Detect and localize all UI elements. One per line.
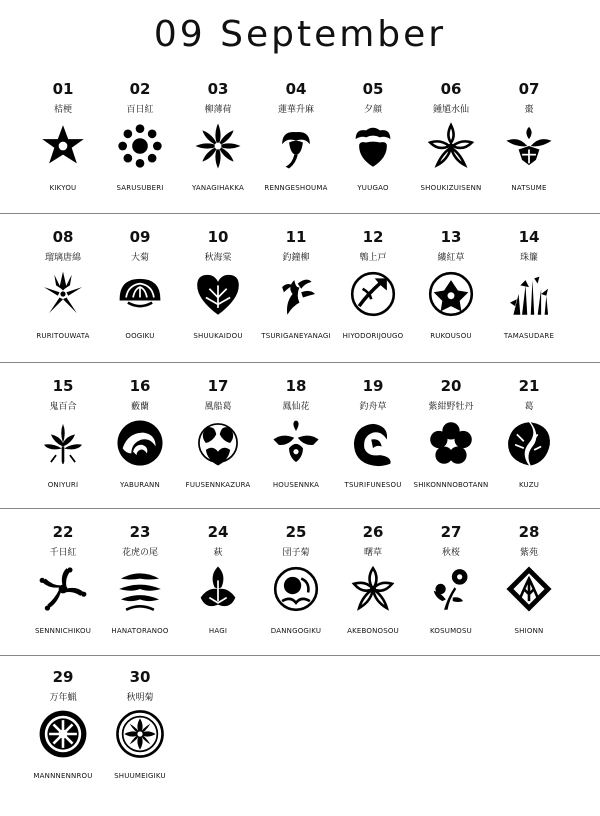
obedient-plant-crest-icon — [114, 563, 166, 615]
day-number: 23 — [129, 523, 151, 541]
crest-cell — [176, 523, 260, 671]
balsam-crest-icon — [270, 417, 322, 469]
flower-name-romaji: SHIONN — [514, 627, 544, 635]
flower-name-romaji: SARUSUBERI — [116, 184, 164, 192]
flower-name-romaji: OOGIKU — [125, 332, 155, 340]
day-number: 29 — [52, 668, 74, 686]
crest-cell — [409, 80, 493, 228]
flower-name-japanese: 釣舟草 — [359, 402, 387, 412]
cosmos-crest-icon — [425, 563, 477, 615]
flower-name-japanese: 鳳仙花 — [282, 402, 310, 412]
crest-cell — [487, 228, 571, 376]
flower-name-romaji: TSURIFUNESOU — [344, 481, 402, 489]
crest-cell — [98, 80, 182, 228]
day-number: 30 — [129, 668, 151, 686]
crest-cell — [21, 668, 105, 816]
day-number: 13 — [440, 228, 462, 246]
jujube-crest-icon — [503, 120, 555, 172]
crest-cell — [487, 523, 571, 671]
day-number: 28 — [518, 523, 540, 541]
flower-name-romaji: HOUSENNKA — [272, 481, 320, 489]
aster-crest-icon — [503, 563, 555, 615]
day-number: 10 — [207, 228, 229, 246]
flower-name-japanese: 秋桜 — [441, 548, 460, 558]
flower-name-japanese: 鬼百合 — [49, 402, 77, 412]
flower-name-romaji: YANAGIHAKKA — [191, 184, 244, 192]
crest-cell — [254, 523, 338, 671]
flower-name-japanese: 花虎の尾 — [121, 548, 158, 558]
flower-name-japanese: 紫紺野牡丹 — [428, 402, 474, 412]
crest-cell — [98, 377, 182, 525]
day-number: 06 — [440, 80, 462, 98]
nightshade-crest-icon — [347, 268, 399, 320]
crest-cell — [176, 228, 260, 376]
crest-cell — [409, 377, 493, 525]
flower-name-japanese: 秋海棠 — [204, 253, 232, 263]
flower-name-romaji: SHIKONNNOBOTANN — [413, 481, 489, 489]
flower-name-romaji: SHUUKAIDOU — [193, 332, 243, 340]
flower-name-romaji: RURITOUWATA — [36, 332, 90, 340]
flower-name-romaji: FUUSENNKAZURA — [185, 481, 251, 489]
crest-cell — [21, 80, 105, 228]
flower-name-romaji: YABURANN — [120, 481, 160, 489]
crest-cell — [254, 80, 338, 228]
flower-name-japanese: 珠簾 — [519, 253, 538, 263]
day-number: 25 — [285, 523, 307, 541]
crest-cell — [176, 377, 260, 525]
flower-name-japanese: 鵯上戸 — [359, 253, 387, 263]
flower-name-romaji: TAMASUDARE — [503, 332, 555, 340]
crest-cell — [331, 523, 415, 671]
flower-name-romaji: RENNGESHOUMA — [264, 184, 328, 192]
crest-row — [0, 228, 600, 376]
flower-name-japanese: 蓮華升麻 — [277, 105, 314, 115]
day-number: 04 — [285, 80, 307, 98]
flower-name-japanese: 縷紅草 — [437, 253, 465, 263]
crest-row — [0, 523, 600, 671]
flower-name-japanese: 桔梗 — [53, 105, 72, 115]
crest-row — [0, 377, 600, 525]
begonia-crest-icon — [192, 268, 244, 320]
spider-lily-crest-icon — [425, 120, 477, 172]
day-number: 21 — [518, 377, 540, 395]
crest-row — [0, 668, 600, 816]
flower-name-japanese: 曙草 — [363, 548, 382, 558]
globe-amaranth-crest-icon — [37, 563, 89, 615]
bellflower-crest-icon — [37, 120, 89, 172]
flower-name-romaji: SENNNICHIKOU — [34, 627, 92, 635]
day-number: 18 — [285, 377, 307, 395]
day-number: 05 — [362, 80, 384, 98]
touch-me-not-crest-icon — [347, 417, 399, 469]
flower-name-romaji: RUKOUSOU — [430, 332, 472, 340]
swertia-crest-icon — [347, 563, 399, 615]
flower-name-romaji: KOSUMOSU — [429, 627, 472, 635]
flower-name-romaji: ONIYURI — [47, 481, 79, 489]
crest-cell — [254, 228, 338, 376]
crest-cell — [98, 668, 182, 816]
hyssop-crest-icon — [192, 120, 244, 172]
flower-name-japanese: 百日紅 — [126, 105, 154, 115]
everlasting-crest-icon — [37, 708, 89, 760]
day-number: 03 — [207, 80, 229, 98]
day-number: 12 — [362, 228, 384, 246]
flower-name-romaji: AKEBONOSOU — [347, 627, 399, 635]
penstemon-crest-icon — [270, 268, 322, 320]
flower-name-japanese: 柳薄荷 — [204, 105, 232, 115]
day-number: 26 — [362, 523, 384, 541]
day-number: 11 — [285, 228, 307, 246]
crest-cell — [331, 377, 415, 525]
flower-name-japanese: 秋明菊 — [126, 693, 154, 703]
day-number: 17 — [207, 377, 229, 395]
flower-name-japanese: 千日紅 — [49, 548, 77, 558]
crest-cell — [487, 377, 571, 525]
flower-name-romaji: MANNNENNROU — [33, 772, 93, 780]
crest-cell — [331, 228, 415, 376]
crest-cell — [254, 377, 338, 525]
day-number: 24 — [207, 523, 229, 541]
flower-name-japanese: 葛 — [524, 402, 534, 412]
cypress-vine-crest-icon — [425, 268, 477, 320]
crest-cell — [487, 80, 571, 228]
day-number: 19 — [362, 377, 384, 395]
crest-row — [0, 80, 600, 228]
flower-name-japanese: 棗 — [524, 105, 534, 115]
flower-name-japanese: 釣鐘柳 — [282, 253, 310, 263]
flower-name-japanese: 萩 — [213, 548, 223, 558]
crest-cell — [21, 228, 105, 376]
flower-name-romaji: HAGI — [208, 627, 228, 635]
tiger-lily-crest-icon — [37, 417, 89, 469]
crest-cell — [21, 523, 105, 671]
day-number: 27 — [440, 523, 462, 541]
flower-name-romaji: DANNGOGIKU — [270, 627, 322, 635]
rain-lily-crest-icon — [503, 268, 555, 320]
day-number: 08 — [52, 228, 74, 246]
moonflower-crest-icon — [347, 120, 399, 172]
liriope-crest-icon — [114, 417, 166, 469]
day-number: 02 — [129, 80, 151, 98]
flower-name-japanese: 藪蘭 — [130, 402, 149, 412]
day-number: 14 — [518, 228, 540, 246]
flower-name-japanese: 大菊 — [130, 253, 149, 263]
crest-cell — [409, 523, 493, 671]
crest-cell — [98, 523, 182, 671]
flower-name-japanese: 夕顔 — [363, 105, 382, 115]
crest-cell — [21, 377, 105, 525]
kudzu-crest-icon — [503, 417, 555, 469]
sneezeweed-crest-icon — [270, 563, 322, 615]
flower-name-japanese: 瑠璃唐綿 — [44, 253, 81, 263]
flower-name-japanese: 紫苑 — [519, 548, 538, 558]
crape-myrtle-crest-icon — [114, 120, 166, 172]
day-number: 20 — [440, 377, 462, 395]
flower-name-romaji: NATSUME — [511, 184, 547, 192]
day-number: 01 — [52, 80, 74, 98]
day-number: 16 — [129, 377, 151, 395]
blue-milkweed-crest-icon — [37, 268, 89, 320]
flower-name-romaji: SHOUKIZUISENN — [420, 184, 482, 192]
bush-clover-crest-icon — [192, 563, 244, 615]
japanese-anemone-crest-icon — [114, 708, 166, 760]
crest-cell — [98, 228, 182, 376]
flower-name-romaji: YUUGAO — [357, 184, 389, 192]
day-number: 09 — [129, 228, 151, 246]
flower-name-romaji: KIKYOU — [49, 184, 77, 192]
day-number: 15 — [52, 377, 74, 395]
flower-name-japanese: 鍾馗水仙 — [432, 105, 469, 115]
lotus-cimicifuga-crest-icon — [270, 120, 322, 172]
crest-cell — [331, 80, 415, 228]
flower-name-japanese: 万年蝋 — [49, 693, 77, 703]
princess-flower-crest-icon — [425, 417, 477, 469]
day-number: 22 — [52, 523, 74, 541]
crest-cell — [176, 80, 260, 228]
large-chrysanthemum-crest-icon — [114, 268, 166, 320]
flower-name-romaji: HIYODORIJOUGO — [342, 332, 404, 340]
flower-name-japanese: 風船葛 — [204, 402, 232, 412]
flower-name-romaji: HANATORANOO — [111, 627, 169, 635]
flower-name-japanese: 団子菊 — [282, 548, 310, 558]
day-number: 07 — [518, 80, 540, 98]
flower-name-romaji: TSURIGANEYANAGI — [261, 332, 331, 340]
flower-name-romaji: KUZU — [518, 481, 540, 489]
crest-cell — [409, 228, 493, 376]
balloon-vine-crest-icon — [192, 417, 244, 469]
page-title: 09 September — [153, 14, 447, 55]
flower-name-romaji: SHUUMEIGIKU — [114, 772, 166, 780]
